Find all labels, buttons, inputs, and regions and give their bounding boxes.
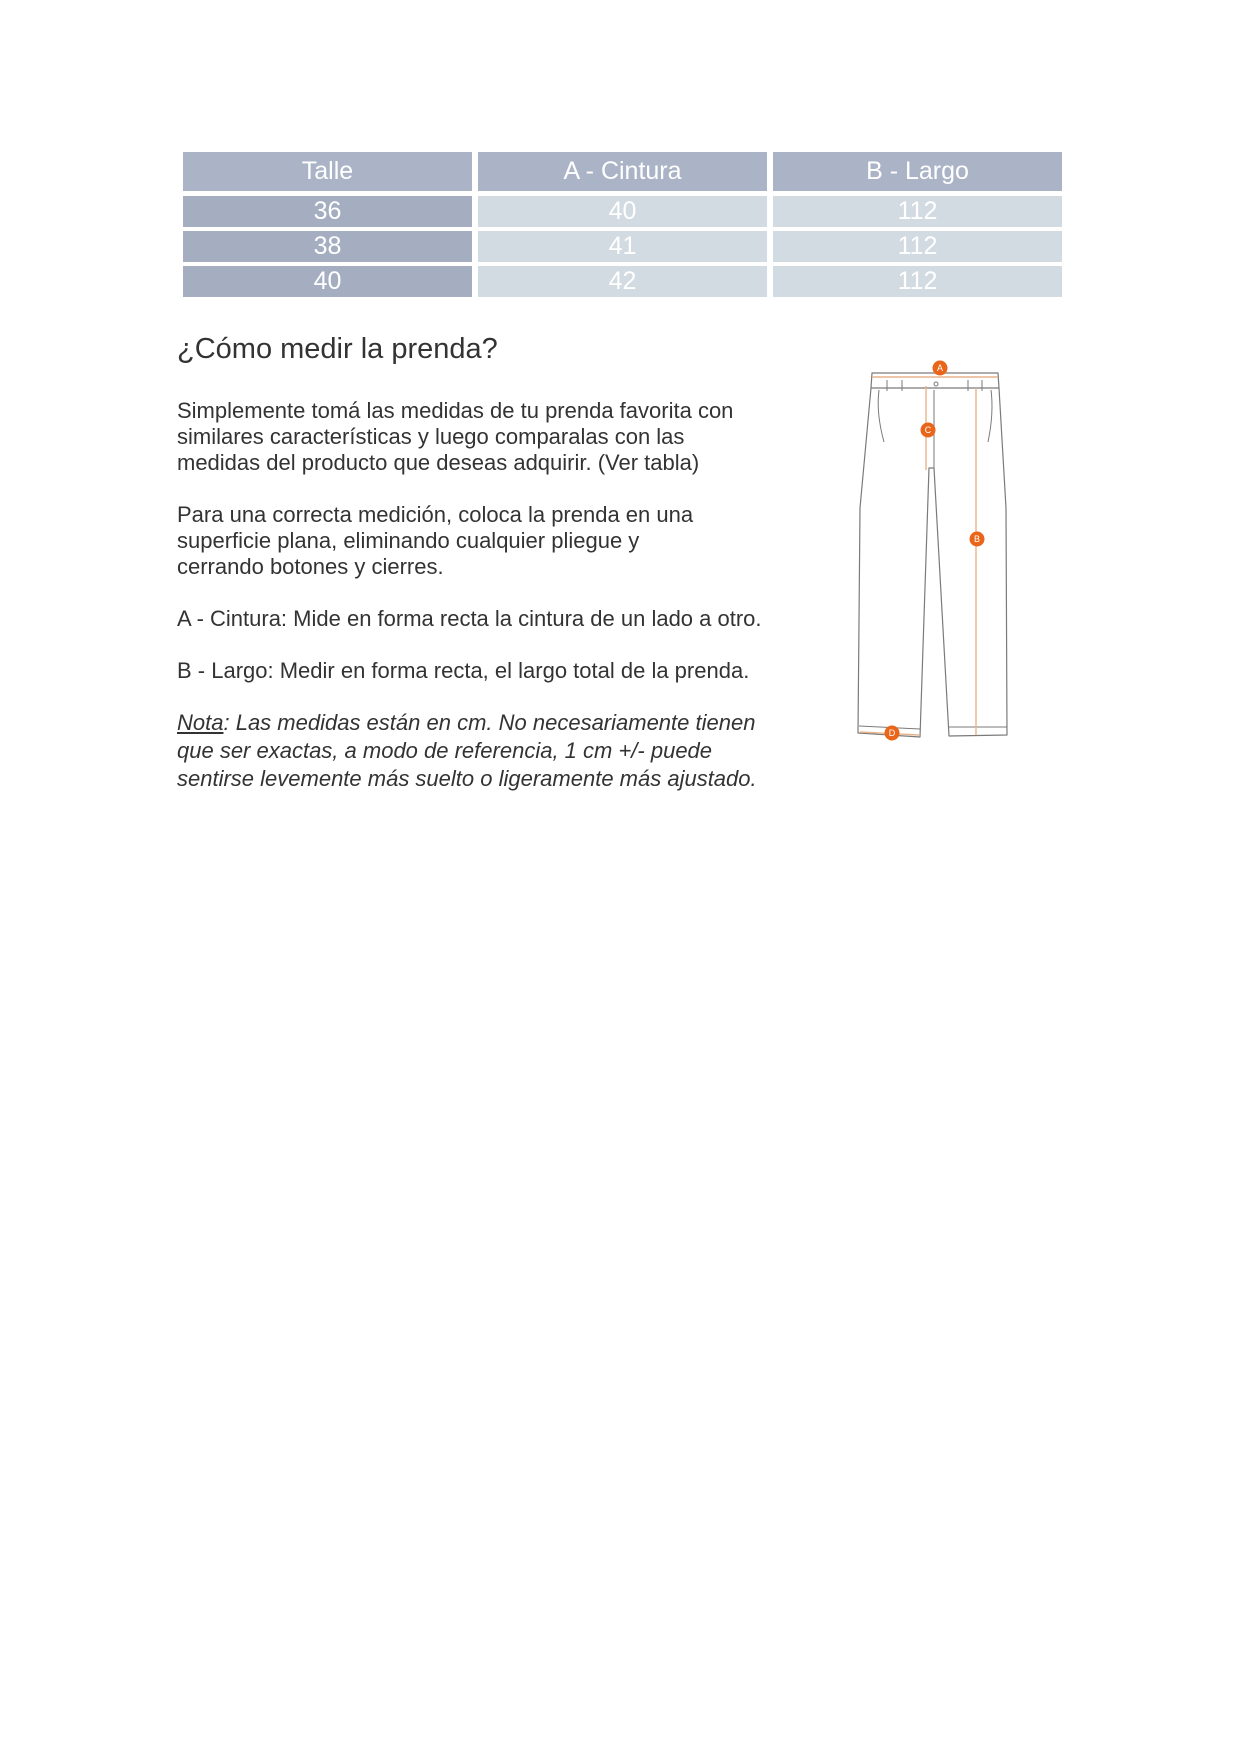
flat-surface-paragraph: Para una correcta medición, coloca la prenda en una superficie plana, eliminando cualquier pliegue y cerrando botones y cierres. [177,502,694,579]
pants-measurement-diagram [850,358,1020,748]
marker-a [933,361,948,376]
marker-c [921,423,936,438]
table-row [183,231,1062,262]
marker-b [970,532,985,547]
instructions-paragraph: Simplemente tomá las medidas de tu prenda favorita con similares características y luego comparalas con las medidas del producto que deseas adquirir. (Ver tabla) [177,398,734,475]
section-title: ¿Cómo medir la prenda? [177,333,498,365]
marker-d [885,726,900,741]
length-definition: B - Largo: Medir en forma recta, el largo total de la prenda. [177,658,750,683]
cell-cintura: 40 [478,196,767,227]
waist-definition: A - Cintura: Mide en forma recta la cintura de un lado a otro. [177,606,762,631]
cell-talle: 36 [183,196,472,227]
table-row [183,196,1062,227]
cell-largo: 112 [773,231,1062,262]
size-table [183,152,1062,301]
cell-cintura: 42 [478,266,767,297]
marker-a-label: A [936,363,944,373]
header-talle: Talle [183,152,472,191]
cell-largo: 112 [773,196,1062,227]
header-cintura: A - Cintura [478,152,767,191]
cell-cintura: 41 [478,231,767,262]
cell-largo: 112 [773,266,1062,297]
marker-c-label: C [924,425,932,435]
note-label: Nota [177,710,224,735]
cell-talle: 40 [183,266,472,297]
table-row [183,266,1062,297]
measurement-note [177,709,817,793]
cell-talle: 38 [183,231,472,262]
marker-b-label: B [973,534,981,544]
note-text: : Las medidas están en cm. No necesariamente tienen que ser exactas, a modo de referencia, 1 cm +/- puede sentirse levemente más suelto o ligeramente más ajustado. [177,710,757,791]
size-table-header [183,152,1062,191]
header-largo: B - Largo [773,152,1062,191]
marker-d-label: D [888,728,896,738]
